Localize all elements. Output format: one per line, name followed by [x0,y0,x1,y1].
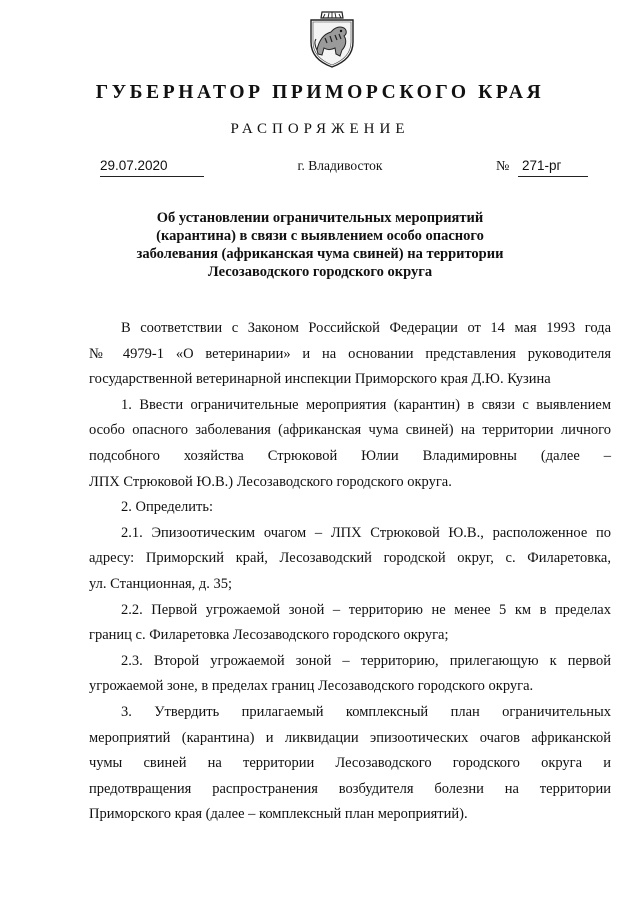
body-line: мероприятий (карантина) и ликвидации эпизоотических очагов африканской [89,729,611,746]
body-line: ЛПХ Стрюковой Ю.В.) Лесозаводского городского округа. [89,473,452,490]
number-value: 271-рг [518,156,588,177]
body-line: адресу: Приморский край, Лесозаводский городской округ, с. Филаретовка, [89,550,611,567]
paragraph-item-1 [89,393,611,495]
body-line: ул. Станционная, д. 35; [89,575,233,592]
body-line: особо опасного заболевания (африканская чума свиней) на территории личного [89,422,611,439]
document-date: 29.07.2020 [100,156,204,177]
body-line: 2. Определить: [121,499,214,516]
paragraph-preamble [89,316,611,393]
body-line: границ с. Филаретовка Лесозаводского городского округа; [89,627,449,644]
document-city: г. Владивосток [297,158,383,173]
number-sign: № [496,159,510,174]
body-line: № 4979-1 «О ветеринарии» и на основании представления руководителя [89,345,611,362]
paragraph-item-3 [89,700,611,828]
coat-of-arms-icon [307,10,357,68]
document-body [89,316,611,828]
body-line: 1. Ввести ограничительные мероприятия (карантин) в связи с выявлением [121,396,611,413]
body-line: угрожаемой зоне, в пределах границ Лесозаводского городского округа. [89,678,534,695]
title-line: (карантина) в связи с выявлением особо опасного [156,228,484,244]
body-line: 3. Утвердить прилагаемый комплексный план ограничительных [121,703,611,720]
body-line: 2.1. Эпизоотическим очагом – ЛПХ Стрюковой Ю.В., расположенное по [121,524,611,541]
title-line: заболевания (африканская чума свиней) на территории [136,246,504,262]
body-line: В соответствии с Законом Российской Федерации от 14 мая 1993 года [121,320,611,336]
title-line: Об установлении ограничительных мероприятий [156,210,484,226]
body-line: подсобного хозяйства Стрюковой Юлии Владимировны (далее – [89,447,611,464]
document-type: РАСПОРЯЖЕНИЕ [230,121,410,137]
paragraph-item-2-3 [89,649,611,700]
body-line: Приморского края (далее – комплексный план мероприятий). [89,806,468,823]
body-line: 2.2. Первой угрожаемой зоной – территорию не менее 5 км в пределах [121,601,611,618]
paragraph-item-2 [89,495,611,521]
body-line: 2.3. Второй угрожаемой зоной – территорию, прилегающую к первой [121,652,611,669]
document-title [110,209,530,281]
body-line: предотвращения распространения возбудителя болезни на территории [89,780,611,797]
issuing-authority: ГУБЕРНАТОР ПРИМОРСКОГО КРАЯ [95,82,545,103]
paragraph-item-2-1 [89,521,611,598]
body-line: чумы свиней на территории Лесозаводского городского округа и [89,755,611,772]
title-line: Лесозаводского городского округа [207,264,433,280]
document-number [496,156,590,177]
body-line: государственной ветеринарной инспекции Приморского края Д.Ю. Кузина [89,371,551,388]
paragraph-item-2-2 [89,598,611,649]
